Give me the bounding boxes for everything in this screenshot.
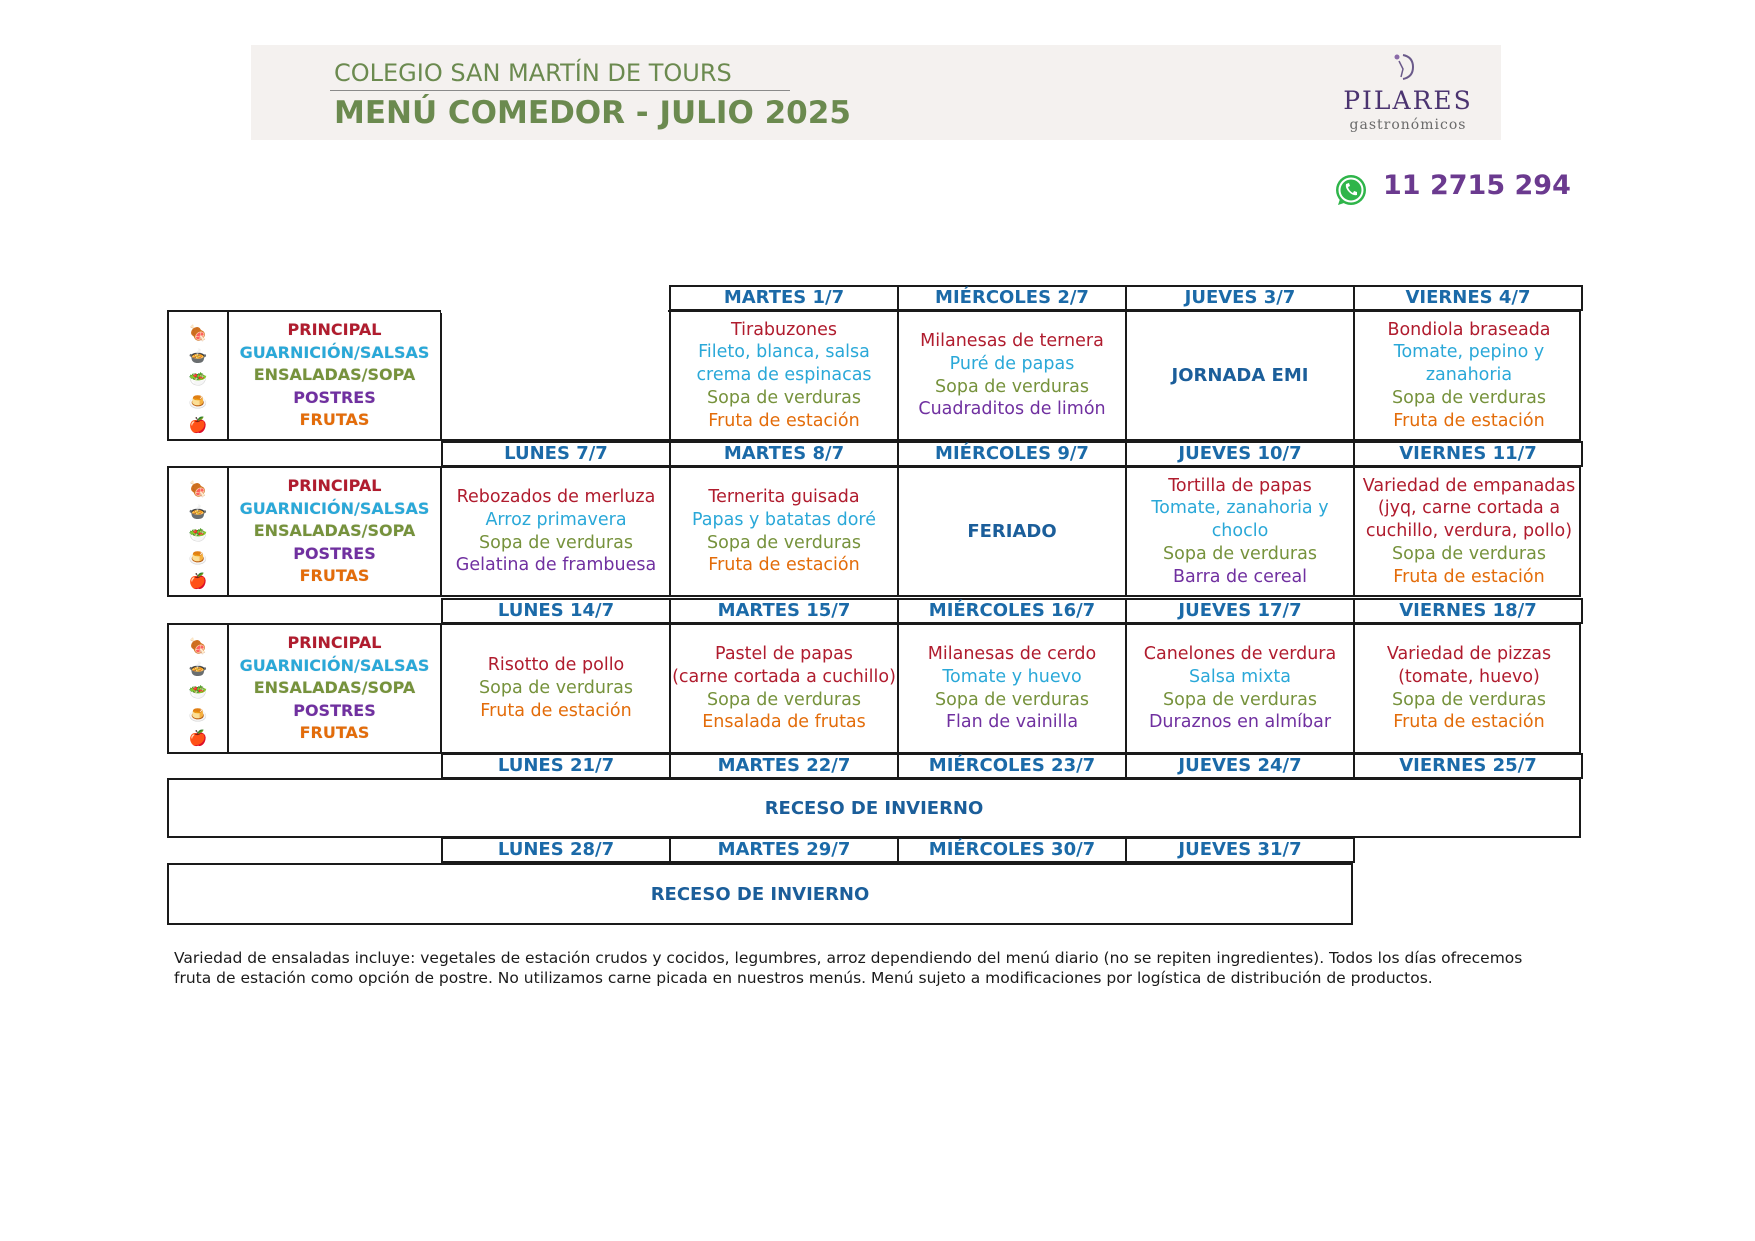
week-block bbox=[167, 623, 1581, 754]
header-banner bbox=[251, 45, 1501, 140]
header-divider bbox=[330, 90, 790, 91]
dish-line: Sopa de verduras bbox=[1392, 387, 1546, 408]
dish-line: choclo bbox=[1211, 521, 1269, 542]
legend-principal: PRINCIPAL bbox=[287, 633, 382, 653]
dish-line: Fruta de estación bbox=[1393, 712, 1545, 733]
day-header: MARTES 15/7 bbox=[669, 598, 899, 624]
legend-ensaladas: ENSALADAS/SOPA bbox=[253, 365, 416, 385]
day-menu-cell bbox=[671, 625, 899, 752]
legend-guarnicion: GUARNICIÓN/SALSAS bbox=[239, 655, 430, 675]
footnote: Variedad de ensaladas incluye: vegetales de estación crudos y cocidos, legumbres, arroz dependiendo del menú diario (no se repiten ingredientes). Todos los días ofrecemos fruta de estación como opción de postre. No utilizamos carne picada en nuestros menús. Menú sujeto a modificaciones por logística de distribución de productos. bbox=[174, 949, 1523, 987]
day-header: MIÉRCOLES 2/7 bbox=[897, 285, 1127, 311]
meat-icon: 🍖 bbox=[188, 480, 208, 498]
day-menu-cell bbox=[443, 312, 671, 439]
day-header: MIÉRCOLES 23/7 bbox=[897, 753, 1127, 779]
dish-line: Sopa de verduras bbox=[935, 689, 1089, 710]
dish-line: Sopa de verduras bbox=[707, 387, 861, 408]
day-menu-cell bbox=[443, 468, 671, 595]
brand-logo bbox=[1333, 49, 1483, 137]
dish-line: Salsa mixta bbox=[1189, 666, 1291, 687]
day-menu-cell bbox=[1355, 312, 1583, 439]
dish-line: crema de espinacas bbox=[696, 365, 872, 386]
dish-line: Arroz primavera bbox=[485, 509, 627, 530]
fruit-icon: 🍎 bbox=[188, 416, 208, 434]
day-header: MIÉRCOLES 16/7 bbox=[897, 598, 1127, 624]
whatsapp-icon bbox=[1333, 172, 1369, 208]
day-menu-cell bbox=[899, 625, 1127, 752]
day-menu-cell bbox=[671, 468, 899, 595]
recess-block bbox=[167, 778, 1581, 838]
side-dish-icon: 🍲 bbox=[188, 660, 208, 678]
salad-icon: 🥗 bbox=[188, 683, 208, 701]
dish-line: Flan de vainilla bbox=[945, 712, 1079, 733]
brand-subtitle: gastronómicos bbox=[1349, 117, 1467, 133]
legend-ensaladas: ENSALADAS/SOPA bbox=[253, 678, 416, 698]
dish-line: cuchillo, verdura, pollo) bbox=[1365, 521, 1573, 542]
day-header: MARTES 22/7 bbox=[669, 753, 899, 779]
dish-line: (jyq, carne cortada a bbox=[1377, 498, 1561, 519]
day-menu-cell bbox=[671, 312, 899, 439]
day-menu-cell bbox=[1127, 468, 1355, 595]
day-menu-cell bbox=[1355, 468, 1583, 595]
day-menu-cell bbox=[1355, 625, 1583, 752]
dish-line: Puré de papas bbox=[949, 353, 1075, 374]
dish-line: Tortilla de papas bbox=[1168, 475, 1312, 496]
dish-line: Fruta de estación bbox=[708, 410, 860, 431]
logo-mark-icon bbox=[1389, 51, 1423, 83]
legend-postres: POSTRES bbox=[293, 387, 376, 407]
fruit-icon: 🍎 bbox=[188, 729, 208, 747]
day-header: MIÉRCOLES 9/7 bbox=[897, 441, 1127, 467]
dish-line: Fruta de estación bbox=[708, 555, 860, 576]
side-dish-icon: 🍲 bbox=[188, 347, 208, 365]
dish-line: Fruta de estación bbox=[1393, 410, 1545, 431]
dish-line: (carne cortada a cuchillo) bbox=[672, 666, 896, 687]
recess-label: RECESO DE INVIERNO bbox=[650, 883, 870, 905]
legend-frutas: FRUTAS bbox=[299, 723, 370, 743]
dish-line: Canelones de verdura bbox=[1143, 644, 1337, 665]
dish-line: Bondiola braseada bbox=[1387, 319, 1551, 340]
dessert-icon: 🍮 bbox=[188, 706, 208, 724]
category-legend bbox=[229, 625, 442, 752]
legend-postres: POSTRES bbox=[293, 700, 376, 720]
dish-line: Milanesas de cerdo bbox=[927, 644, 1097, 665]
dish-line: Risotto de pollo bbox=[487, 655, 625, 676]
day-menu-cell bbox=[899, 312, 1127, 439]
day-header: MARTES 8/7 bbox=[669, 441, 899, 467]
special-day-label: FERIADO bbox=[967, 521, 1057, 542]
legend-guarnicion: GUARNICIÓN/SALSAS bbox=[239, 342, 430, 362]
day-menu-cell bbox=[1127, 312, 1355, 439]
phone-number: 11 2715 294 bbox=[1383, 170, 1571, 201]
dish-line: Tomate, pepino y bbox=[1393, 342, 1545, 363]
dish-line: Gelatina de frambuesa bbox=[455, 555, 657, 576]
dish-line: Ensalada de frutas bbox=[702, 712, 866, 733]
dish-line: Sopa de verduras bbox=[707, 532, 861, 553]
dish-line: Tirabuzones bbox=[731, 319, 837, 340]
recess-label: RECESO DE INVIERNO bbox=[764, 797, 984, 819]
dish-line: Sopa de verduras bbox=[479, 678, 633, 699]
week-block bbox=[167, 310, 1581, 441]
week-block bbox=[167, 466, 1581, 597]
day-header: VIERNES 18/7 bbox=[1353, 598, 1583, 624]
dish-line: Sopa de verduras bbox=[1392, 689, 1546, 710]
category-icons bbox=[169, 312, 229, 439]
dish-line: Variedad de pizzas bbox=[1386, 644, 1552, 665]
dish-line: Sopa de verduras bbox=[479, 532, 633, 553]
salad-icon: 🥗 bbox=[188, 526, 208, 544]
day-menu-cell bbox=[899, 468, 1127, 595]
legend-principal: PRINCIPAL bbox=[287, 476, 382, 496]
day-header: JUEVES 17/7 bbox=[1125, 598, 1355, 624]
dish-line: Fruta de estación bbox=[1393, 566, 1545, 587]
day-header: LUNES 14/7 bbox=[441, 598, 671, 624]
dish-line: Duraznos en almíbar bbox=[1148, 712, 1332, 733]
meat-icon: 🍖 bbox=[188, 637, 208, 655]
dish-line: Rebozados de merluza bbox=[456, 487, 656, 508]
day-header: MIÉRCOLES 30/7 bbox=[897, 837, 1127, 863]
day-menu-cell bbox=[443, 625, 671, 752]
dish-line: Ternerita guisada bbox=[708, 487, 860, 508]
dish-line: Tomate, zanahoria y bbox=[1151, 498, 1329, 519]
legend-principal: PRINCIPAL bbox=[287, 320, 382, 340]
legend-postres: POSTRES bbox=[293, 543, 376, 563]
day-header: VIERNES 25/7 bbox=[1353, 753, 1583, 779]
dish-line: Sopa de verduras bbox=[707, 689, 861, 710]
side-dish-icon: 🍲 bbox=[188, 503, 208, 521]
day-header: JUEVES 31/7 bbox=[1125, 837, 1355, 863]
brand-name: PILARES bbox=[1343, 86, 1473, 115]
dish-line: Fileto, blanca, salsa bbox=[698, 342, 870, 363]
dish-line: Papas y batatas doré bbox=[692, 509, 876, 530]
day-header: LUNES 28/7 bbox=[441, 837, 671, 863]
dish-line: Variedad de empanadas bbox=[1362, 475, 1576, 496]
category-icons bbox=[169, 468, 229, 595]
recess-block bbox=[167, 863, 1353, 925]
dish-line: (tomate, huevo) bbox=[1398, 666, 1540, 687]
category-legend bbox=[229, 468, 442, 595]
dish-line: Sopa de verduras bbox=[1392, 543, 1546, 564]
day-header: JUEVES 24/7 bbox=[1125, 753, 1355, 779]
dish-line: Fruta de estación bbox=[480, 700, 632, 721]
day-header: LUNES 21/7 bbox=[441, 753, 671, 779]
day-header: MARTES 1/7 bbox=[669, 285, 899, 311]
dish-line: Cuadraditos de limón bbox=[918, 399, 1106, 420]
day-header: MARTES 29/7 bbox=[669, 837, 899, 863]
legend-ensaladas: ENSALADAS/SOPA bbox=[253, 521, 416, 541]
legend-frutas: FRUTAS bbox=[299, 566, 370, 586]
dessert-icon: 🍮 bbox=[188, 549, 208, 567]
dish-line: Tomate y huevo bbox=[942, 666, 1082, 687]
dish-line: Sopa de verduras bbox=[1163, 689, 1317, 710]
dish-line: Sopa de verduras bbox=[935, 376, 1089, 397]
dish-line: Pastel de papas bbox=[715, 644, 853, 665]
dish-line: Milanesas de ternera bbox=[920, 331, 1104, 352]
day-header: VIERNES 11/7 bbox=[1353, 441, 1583, 467]
legend-frutas: FRUTAS bbox=[299, 410, 370, 430]
day-header: VIERNES 4/7 bbox=[1353, 285, 1583, 311]
fruit-icon: 🍎 bbox=[188, 572, 208, 590]
day-menu-cell bbox=[1127, 625, 1355, 752]
dish-line: Sopa de verduras bbox=[1163, 543, 1317, 564]
meat-icon: 🍖 bbox=[188, 324, 208, 342]
school-name: COLEGIO SAN MARTÍN DE TOURS bbox=[334, 59, 732, 87]
salad-icon: 🥗 bbox=[188, 370, 208, 388]
dessert-icon: 🍮 bbox=[188, 393, 208, 411]
legend-guarnicion: GUARNICIÓN/SALSAS bbox=[239, 498, 430, 518]
day-header: JUEVES 10/7 bbox=[1125, 441, 1355, 467]
day-header: LUNES 7/7 bbox=[441, 441, 671, 467]
dish-line: Barra de cereal bbox=[1172, 566, 1308, 587]
blank-corner bbox=[441, 310, 668, 313]
menu-title: MENÚ COMEDOR - JULIO 2025 bbox=[334, 95, 851, 131]
dish-line: zanahoria bbox=[1425, 365, 1513, 386]
special-day-label: JORNADA EMI bbox=[1171, 365, 1309, 386]
category-icons bbox=[169, 625, 229, 752]
day-header: JUEVES 3/7 bbox=[1125, 285, 1355, 311]
category-legend bbox=[229, 312, 442, 439]
